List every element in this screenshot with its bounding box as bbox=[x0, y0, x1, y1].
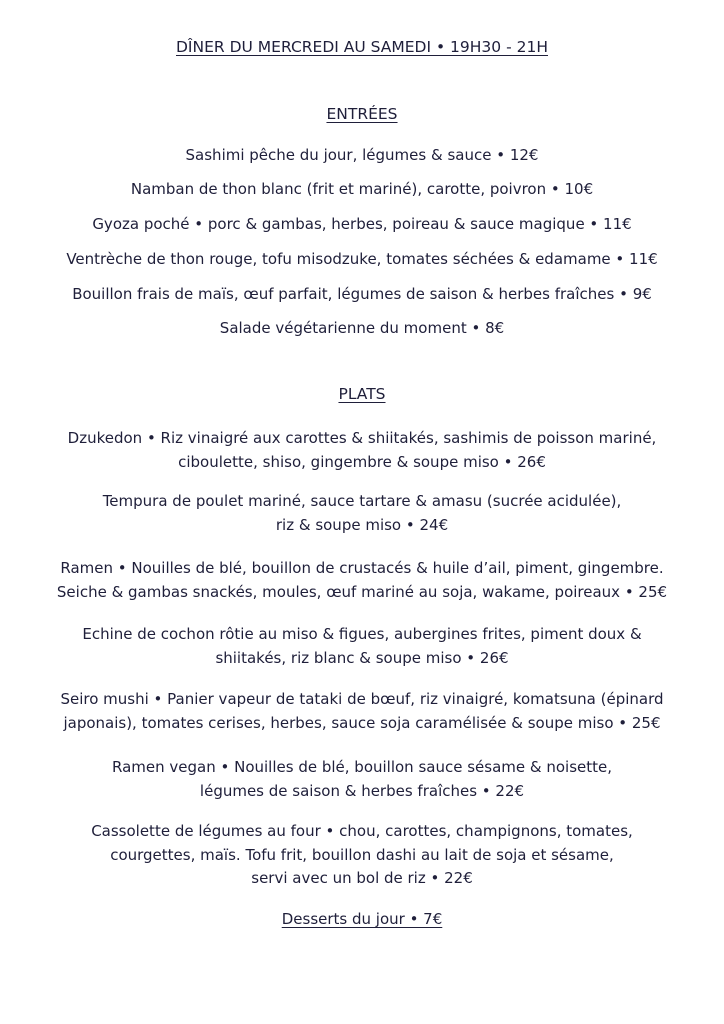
plat-line: servi avec un bol de riz • 22€ bbox=[251, 869, 473, 887]
plat-line: japonais), tomates cerises, herbes, sauce soja caramélisée & soupe miso • 25€ bbox=[63, 713, 661, 732]
plat-item bbox=[0, 756, 724, 803]
plat-item bbox=[0, 490, 724, 537]
plat-line: Ramen • Nouilles de blé, bouillon de crustacés & huile d’ail, piment, gingembre. bbox=[60, 559, 664, 577]
plats-title: PLATS bbox=[338, 385, 386, 403]
plat-item bbox=[0, 688, 724, 735]
plat-line: Cassolette de légumes au four • chou, carottes, champignons, tomates, bbox=[91, 822, 633, 840]
plat-line: légumes de saison & herbes fraîches • 22€ bbox=[199, 781, 525, 800]
plat-line: Echine de cochon rôtie au miso & figues, aubergines frites, piment doux & bbox=[82, 625, 642, 643]
entree-item: Bouillon frais de maïs, œuf parfait, légumes de saison & herbes fraîches • 9€ bbox=[72, 285, 652, 303]
entree-item: Sashimi pêche du jour, légumes & sauce • 12€ bbox=[185, 146, 539, 164]
plat-line: Tempura de poulet mariné, sauce tartare & amasu (sucrée acidulée), bbox=[102, 492, 622, 510]
plat-line: Seiche & gambas snackés, moules, œuf mariné au soja, wakame, poireaux • 25€ bbox=[56, 582, 668, 601]
plat-item bbox=[0, 820, 724, 891]
plat-line: Seiro mushi • Panier vapeur de tataki de bœuf, riz vinaigré, komatsuna (épinard bbox=[60, 690, 664, 708]
desserts-line bbox=[0, 908, 724, 930]
plat-line: shiitakés, riz blanc & soupe miso • 26€ bbox=[215, 648, 509, 667]
entree-item: Ventrèche de thon rouge, tofu misodzuke, tomates séchées & edamame • 11€ bbox=[66, 250, 658, 268]
plat-line: ciboulette, shiso, gingembre & soupe miso • 26€ bbox=[178, 452, 546, 471]
plat-item bbox=[0, 427, 724, 474]
plat-item bbox=[0, 623, 724, 670]
entree-item: Gyoza poché • porc & gambas, herbes, poireau & sauce magique • 11€ bbox=[92, 215, 632, 233]
desserts-label: Desserts du jour • 7€ bbox=[281, 910, 443, 928]
plat-line: Dzukedon • Riz vinaigré aux carottes & shiitakés, sashimis de poisson mariné, bbox=[67, 429, 657, 447]
plat-line: riz & soupe miso • 24€ bbox=[275, 515, 449, 534]
entrees-title: ENTRÉES bbox=[326, 105, 398, 123]
entrees-section-title bbox=[0, 103, 724, 125]
entree-item: Namban de thon blanc (frit et mariné), carotte, poivron • 10€ bbox=[130, 180, 594, 198]
plat-line: Ramen vegan • Nouilles de blé, bouillon sauce sésame & noisette, bbox=[112, 758, 612, 776]
plat-item bbox=[0, 557, 724, 604]
menu-header-title: DÎNER DU MERCREDI AU SAMEDI • 19H30 - 21H bbox=[176, 38, 548, 56]
plat-line: courgettes, maïs. Tofu frit, bouillon dashi au lait de soja et sésame, bbox=[110, 845, 614, 864]
menu-header bbox=[0, 36, 724, 58]
entree-item: Salade végétarienne du moment • 8€ bbox=[219, 319, 505, 337]
plats-section-title bbox=[0, 383, 724, 405]
